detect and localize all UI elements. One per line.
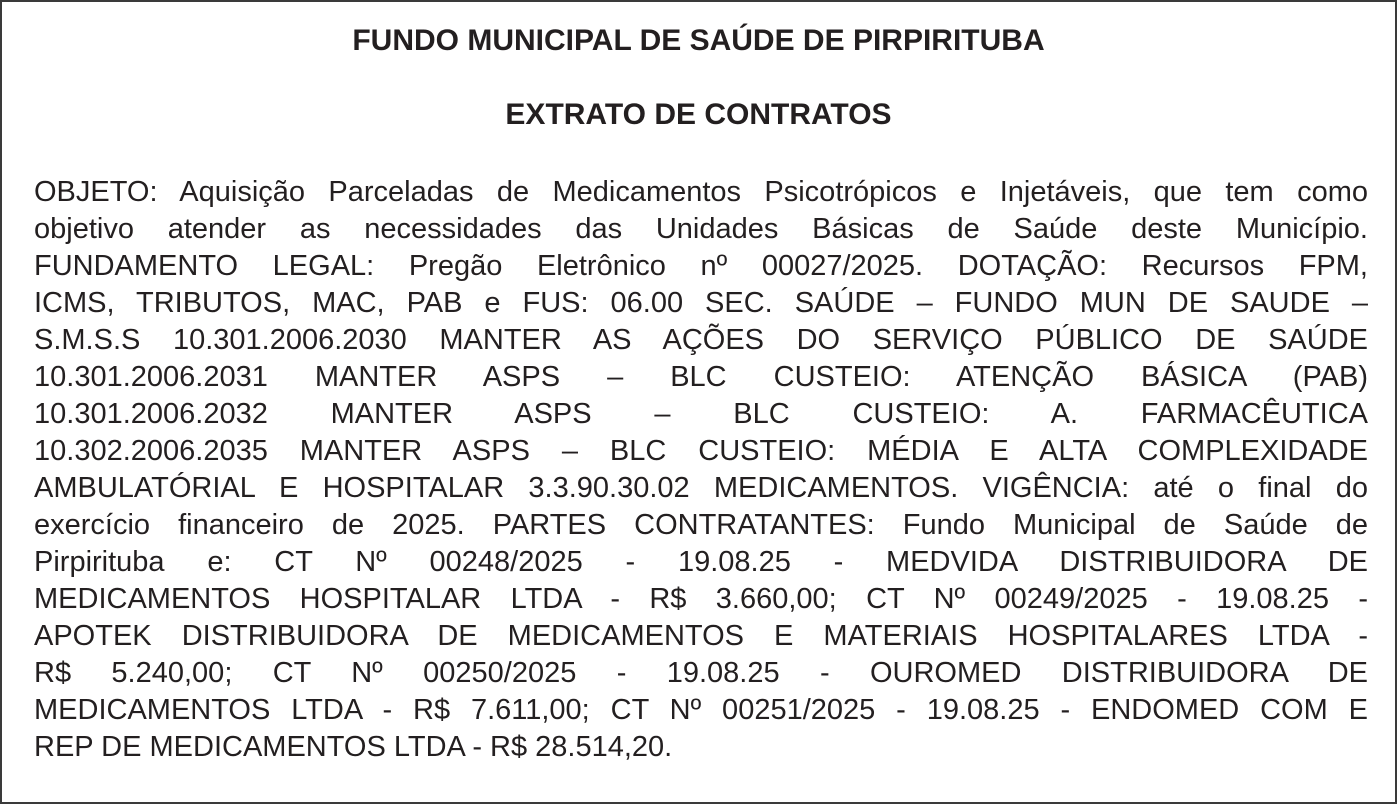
body-line: 10.302.2006.2035 MANTER ASPS – BLC CUSTEIO: MÉDIA E ALTA COMPLEXIDADE — [34, 435, 1368, 467]
body-line: MEDICAMENTOS LTDA - R$ 7.611,00; CT Nº 00251/2025 - 19.08.25 - ENDOMED COM E — [34, 694, 1368, 726]
body-line: objetivo atender as necessidades das Unidades Básicas de Saúde deste Município. — [34, 213, 1368, 245]
notice-title: FUNDO MUNICIPAL DE SAÚDE DE PIRPIRITUBA — [352, 24, 1045, 57]
body-line: S.M.S.S 10.301.2006.2030 MANTER AS AÇÕES DO SERVIÇO PÚBLICO DE SAÚDE — [34, 324, 1368, 356]
body-line: APOTEK DISTRIBUIDORA DE MEDICAMENTOS E MATERIAIS HOSPITALARES LTDA - — [34, 620, 1368, 652]
body-line: Pirpirituba e: CT Nº 00248/2025 - 19.08.25 - MEDVIDA DISTRIBUIDORA DE — [34, 546, 1368, 578]
body-line: 10.301.2006.2032 MANTER ASPS – BLC CUSTEIO: A. FARMACÊUTICA — [34, 398, 1368, 430]
notice-body — [34, 174, 1368, 766]
body-line: AMBULATÓRIAL E HOSPITALAR 3.3.90.30.02 MEDICAMENTOS. VIGÊNCIA: até o final do — [34, 472, 1368, 504]
body-line: OBJETO: Aquisição Parceladas de Medicamentos Psicotrópicos e Injetáveis, que tem como — [34, 176, 1368, 208]
body-line: R$ 5.240,00; CT Nº 00250/2025 - 19.08.25 - OUROMED DISTRIBUIDORA DE — [34, 657, 1368, 689]
body-line-last: REP DE MEDICAMENTOS LTDA - R$ 28.514,20. — [34, 731, 673, 763]
body-line: FUNDAMENTO LEGAL: Pregão Eletrônico nº 00027/2025. DOTAÇÃO: Recursos FPM, — [34, 250, 1368, 282]
notice-subtitle: EXTRATO DE CONTRATOS — [505, 98, 892, 131]
body-line: MEDICAMENTOS HOSPITALAR LTDA - R$ 3.660,00; CT Nº 00249/2025 - 19.08.25 - — [34, 583, 1368, 615]
body-line: 10.301.2006.2031 MANTER ASPS – BLC CUSTEIO: ATENÇÃO BÁSICA (PAB) — [34, 361, 1368, 393]
body-line: exercício financeiro de 2025. PARTES CONTRATANTES: Fundo Municipal de Saúde de — [34, 509, 1368, 541]
body-line: ICMS, TRIBUTOS, MAC, PAB e FUS: 06.00 SEC. SAÚDE – FUNDO MUN DE SAUDE – — [34, 287, 1368, 319]
